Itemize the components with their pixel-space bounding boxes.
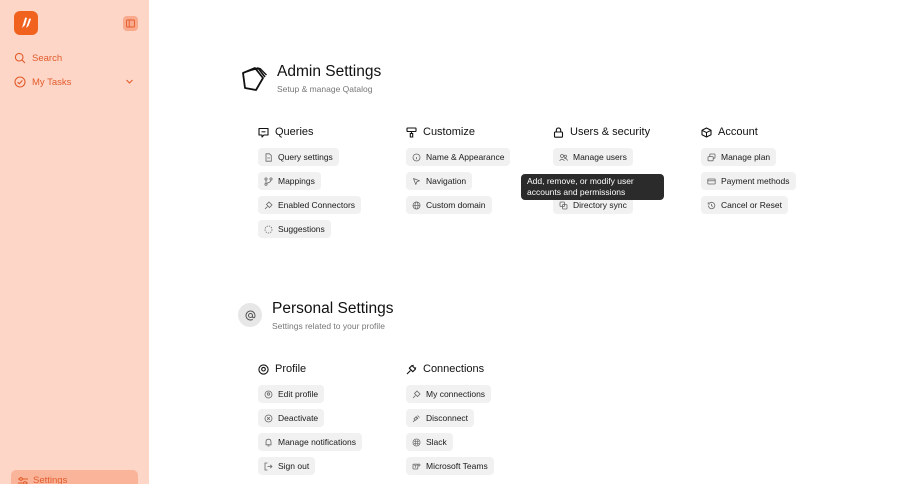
lock-icon [553, 127, 564, 138]
slack-button[interactable]: Slack [406, 433, 453, 451]
paint-roller-icon [406, 127, 417, 138]
admin-settings-title: Admin Settings [277, 63, 382, 80]
sidebar [0, 0, 149, 484]
query-settings-button[interactable]: Query settings [258, 148, 339, 166]
personal-settings-subtitle: Settings related to your profile [272, 321, 385, 331]
manage-users-tooltip [521, 174, 664, 200]
credit-card-icon [707, 177, 716, 186]
group-title: Users & security [570, 126, 651, 138]
group-header [258, 362, 398, 376]
manage-plan-button[interactable]: Manage plan [701, 148, 776, 166]
group-header [701, 125, 841, 139]
globe-icon [412, 201, 421, 210]
sidebar-toggle-icon [126, 19, 135, 28]
user-circle-icon [264, 390, 273, 399]
check-circle-icon [14, 76, 26, 88]
chat-box-icon [258, 127, 269, 138]
microsoft-teams-button[interactable]: Microsoft Teams [406, 457, 494, 475]
group-title: Profile [275, 363, 307, 375]
custom-domain-button[interactable]: Custom domain [406, 196, 492, 214]
document-icon [264, 153, 273, 162]
sidebar-collapse-button[interactable] [123, 16, 138, 31]
disconnect-button[interactable]: Disconnect [406, 409, 474, 427]
teams-icon [412, 462, 421, 471]
at-sign-icon [245, 310, 256, 321]
info-circle-icon [412, 153, 421, 162]
chevron-down-icon[interactable] [125, 77, 134, 86]
group-header [406, 125, 546, 139]
personal-settings-title: Personal Settings [272, 300, 394, 317]
plug-icon [264, 201, 273, 210]
manage-notifications-button[interactable]: Manage notifications [258, 433, 362, 451]
sign-out-button[interactable]: Sign out [258, 457, 315, 475]
admin-settings-icon [238, 64, 268, 94]
sign-out-icon [264, 462, 273, 471]
group-customize [406, 125, 546, 220]
tooltip-line: Add, remove, or modify user [527, 176, 634, 186]
cursor-icon [412, 177, 421, 186]
group-users-security [553, 125, 693, 220]
group-profile [258, 362, 398, 481]
deactivate-button[interactable]: Deactivate [258, 409, 324, 427]
manage-users-button[interactable]: Manage users [553, 148, 633, 166]
sidebar-item-label: Search [32, 52, 63, 64]
sidebar-item-label: Settings [33, 475, 68, 484]
mappings-button[interactable]: Mappings [258, 172, 321, 190]
enabled-connectors-button[interactable]: Enabled Connectors [258, 196, 361, 214]
group-queries [258, 125, 398, 244]
group-connections [406, 362, 546, 481]
group-title: Customize [423, 126, 475, 138]
cube-icon [701, 127, 712, 138]
cancel-reset-button[interactable]: Cancel or Reset [701, 196, 788, 214]
plug-icon [406, 364, 417, 375]
sidebar-item-settings[interactable] [11, 470, 138, 484]
payment-methods-button[interactable]: Payment methods [701, 172, 796, 190]
group-title: Connections [423, 363, 485, 375]
group-header [406, 362, 546, 376]
admin-settings-subtitle: Setup & manage Qatalog [277, 84, 373, 94]
group-header [553, 125, 693, 139]
personal-settings-icon [238, 303, 262, 327]
navigation-button[interactable]: Navigation [406, 172, 472, 190]
group-title: Account [718, 126, 758, 138]
dashed-circle-icon [264, 225, 273, 234]
sidebar-item-label: My Tasks [32, 76, 72, 88]
sidebar-item-search[interactable] [14, 52, 62, 64]
group-account [701, 125, 841, 220]
directory-sync-button[interactable]: Directory sync [553, 196, 633, 214]
app-logo[interactable] [14, 11, 38, 35]
tooltip-line: accounts and permissions [527, 187, 626, 197]
group-title: Queries [275, 126, 314, 138]
slack-icon [412, 438, 421, 447]
stack-icon [707, 153, 716, 162]
users-icon [559, 153, 568, 162]
x-circle-icon [264, 414, 273, 423]
profile-circle-icon [258, 364, 269, 375]
search-icon [14, 52, 26, 64]
name-appearance-button[interactable]: Name & Appearance [406, 148, 510, 166]
sliders-icon [17, 475, 29, 484]
sync-icon [559, 201, 568, 210]
history-icon [707, 201, 716, 210]
suggestions-button[interactable]: Suggestions [258, 220, 331, 238]
logo-icon [19, 16, 33, 30]
branch-icon [264, 177, 273, 186]
plug-icon [412, 390, 421, 399]
sidebar-item-my-tasks[interactable] [14, 76, 134, 88]
unplug-icon [412, 414, 421, 423]
edit-profile-button[interactable]: Edit profile [258, 385, 324, 403]
my-connections-button[interactable]: My connections [406, 385, 491, 403]
bell-icon [264, 438, 273, 447]
group-header [258, 125, 398, 139]
